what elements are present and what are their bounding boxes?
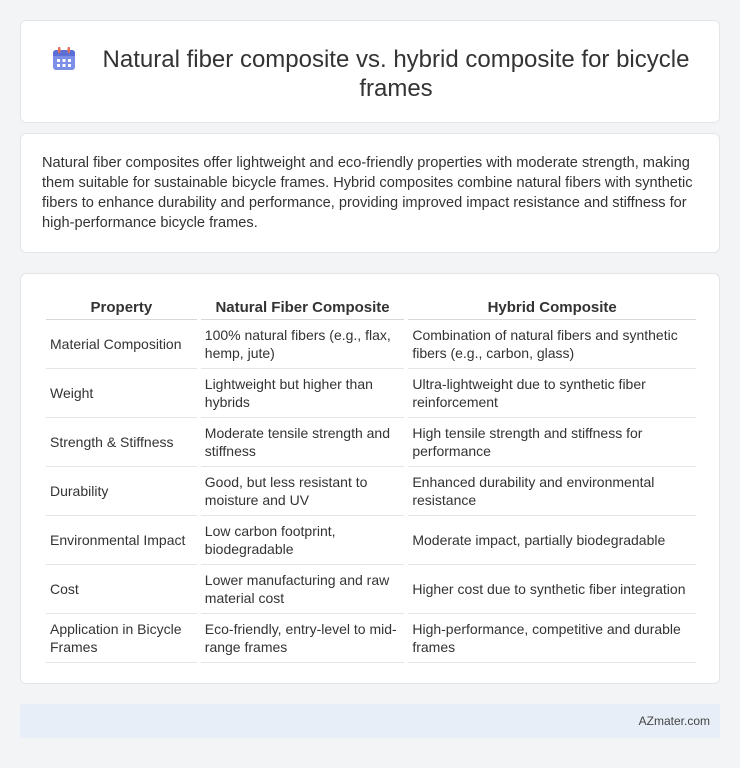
natural-cell: Eco-friendly, entry-level to mid-range frames xyxy=(201,614,405,663)
natural-cell: 100% natural fibers (e.g., flax, hemp, jute) xyxy=(201,320,405,369)
hybrid-cell: Enhanced durability and environmental resistance xyxy=(408,467,696,516)
natural-cell: Good, but less resistant to moisture and UV xyxy=(201,467,405,516)
table-row xyxy=(46,614,696,663)
table-row xyxy=(46,369,696,418)
natural-cell: Low carbon footprint, biodegradable xyxy=(201,516,405,565)
header-hybrid: Hybrid Composite xyxy=(408,296,696,320)
table-row xyxy=(46,418,696,467)
natural-cell: Moderate tensile strength and stiffness xyxy=(201,418,405,467)
natural-cell: Lightweight but higher than hybrids xyxy=(201,369,405,418)
comparison-table xyxy=(42,296,700,663)
hybrid-cell: Higher cost due to synthetic fiber integration xyxy=(408,565,696,614)
property-cell: Cost xyxy=(46,565,197,614)
comparison-card xyxy=(20,273,720,684)
header-natural-fiber: Natural Fiber Composite xyxy=(201,296,405,320)
property-cell: Application in Bicycle Frames xyxy=(46,614,197,663)
table-row xyxy=(46,467,696,516)
header-property: Property xyxy=(46,296,197,320)
natural-cell: Lower manufacturing and raw material cost xyxy=(201,565,405,614)
property-cell: Strength & Stiffness xyxy=(46,418,197,467)
title-card xyxy=(20,20,720,123)
table-row xyxy=(46,565,696,614)
property-cell: Environmental Impact xyxy=(46,516,197,565)
property-cell: Material Composition xyxy=(46,320,197,369)
hybrid-cell: High-performance, competitive and durable frames xyxy=(408,614,696,663)
table-row xyxy=(46,516,696,565)
hybrid-cell: High tensile strength and stiffness for performance xyxy=(408,418,696,467)
summary-card xyxy=(20,133,720,253)
footer-brand: AZmater.com xyxy=(638,714,710,728)
table-header-row xyxy=(46,296,696,320)
hybrid-cell: Ultra-lightweight due to synthetic fiber reinforcement xyxy=(408,369,696,418)
property-cell: Durability xyxy=(46,467,197,516)
summary-text: Natural fiber composites offer lightweight and eco-friendly properties with moderate strength, making them suitable for sustainable bicycle frames. Hybrid composites combine natural fibers with synthetic fibers to enhance durability and performance, providing improved impact resistance and stiffness for high-performance bicycle frames. xyxy=(42,155,693,231)
hybrid-cell: Combination of natural fibers and synthetic fibers (e.g., carbon, glass) xyxy=(408,320,696,369)
hybrid-cell: Moderate impact, partially biodegradable xyxy=(408,516,696,565)
property-cell: Weight xyxy=(46,369,197,418)
table-row xyxy=(46,320,696,369)
footer-bar xyxy=(20,704,720,738)
page-title: Natural fiber composite vs. hybrid composite for bicycle frames xyxy=(102,46,690,102)
